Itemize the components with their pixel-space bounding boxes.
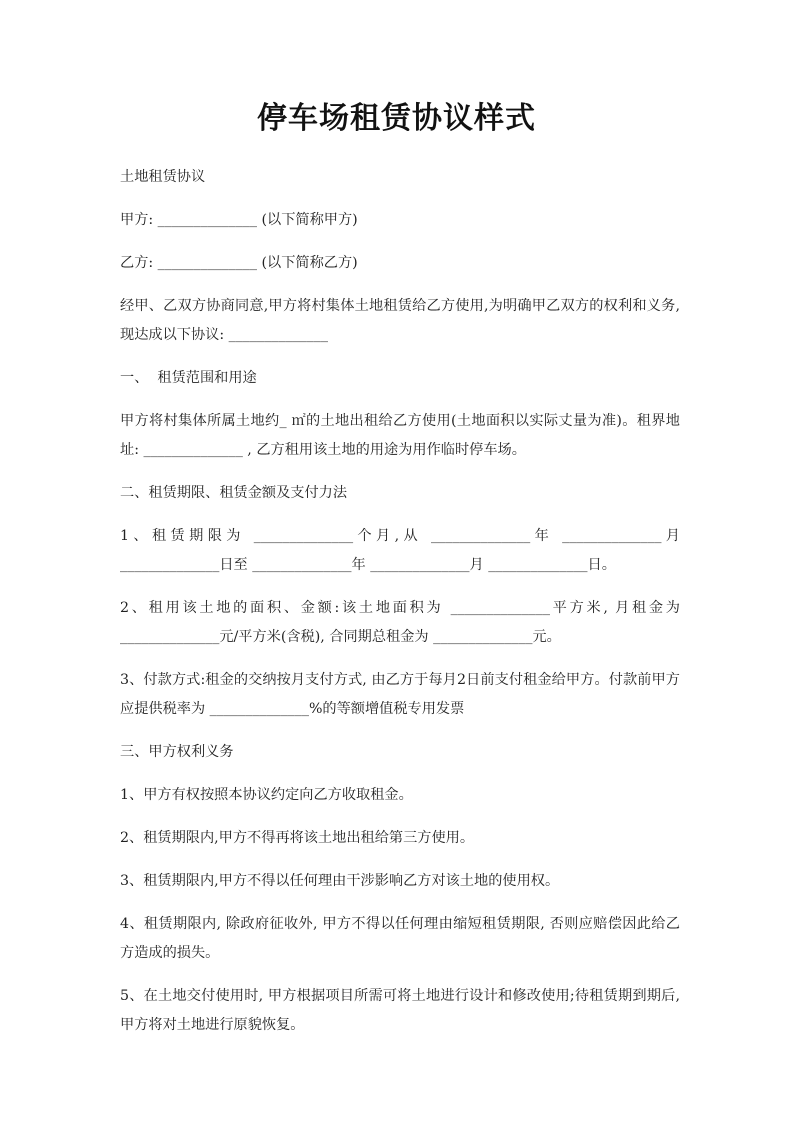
- section-heading-2: 二、租赁期限、租赁金额及支付力法: [120, 485, 348, 501]
- paragraph-right-4: 4、租赁期限内, 除政府征收外, 甲方不得以任何理由缩短租赁期限, 否则应赔偿因此给乙方造成的损失。: [120, 916, 680, 961]
- paragraph-subtitle: 土地租赁协议: [120, 169, 206, 185]
- paragraph-preamble: 经甲、乙双方协商同意,甲方将村集体土地租赁给乙方使用,为明确甲乙双方的权利和义务, 现达成以下协议: ______________: [120, 298, 685, 343]
- document-title: 停车场租赁协议样式: [257, 101, 536, 136]
- paragraph-party-b: 乙方: ______________ (以下简称乙方): [120, 255, 358, 271]
- paragraph-party-a: 甲方: ______________ (以下简称甲方): [120, 212, 358, 228]
- document-body: [120, 163, 685, 1054]
- paragraph-term: 1、租赁期限为 ______________个月,从 ______________年 ______________月______________日至 ______________年 ______________月 ______________日。: [120, 528, 680, 573]
- section-heading-1: 一、 租赁范围和用途: [120, 370, 257, 386]
- section-heading-3: 三、甲方权利义务: [120, 744, 234, 760]
- paragraph-payment: 3、付款方式:租金的交纳按月支付方式, 由乙方于每月2日前支付租金给甲方。付款前甲方应提供税率为 ______________%的等额增值税专用发票: [120, 672, 680, 717]
- paragraph-area-amount: 2、租用该土地的面积、金额:该土地面积为 ______________平方米, 月租金为______________元/平方米(含税), 合同期总租金为 ______________元。: [120, 600, 680, 645]
- paragraph-right-3: 3、租赁期限内,甲方不得以任何理由干涉影响乙方对该土地的使用权。: [120, 873, 560, 889]
- paragraph-right-5: 5、在土地交付使用时, 甲方根据项目所需可将土地进行设计和修改使用;待租赁期到期后, 甲方将对土地进行原貌恢复。: [120, 988, 685, 1033]
- paragraph-right-2: 2、租赁期限内,甲方不得再将该土地出租给第三方使用。: [120, 830, 475, 846]
- paragraph-scope: 甲方将村集体所属土地约_ ㎡的土地出租给乙方使用(土地面积以实际丈量为准)。租界地址: ______________ , 乙方租用该土地的用途为用作临时停车场。: [120, 413, 680, 458]
- paragraph-right-1: 1、甲方有权按照本协议约定向乙方收取租金。: [120, 787, 413, 803]
